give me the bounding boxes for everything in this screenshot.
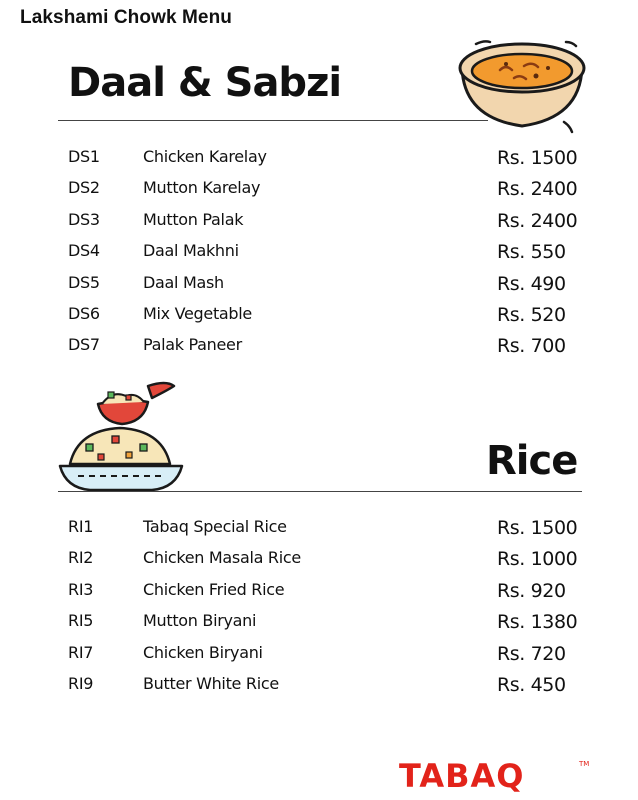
menu-item-row: [0, 304, 638, 335]
menu-item-row: [0, 147, 638, 178]
menu-item-row: [0, 611, 638, 642]
menu-item-row: [0, 335, 638, 366]
item-price: Rs. 2400: [497, 178, 578, 201]
item-price: Rs. 450: [497, 673, 566, 696]
item-name: Chicken Biryani: [143, 642, 263, 662]
menu-item-row: [0, 210, 638, 241]
item-code: RI3: [68, 579, 94, 599]
item-price: Rs. 550: [497, 241, 566, 264]
menu-item-row: [0, 674, 638, 705]
item-name: Chicken Karelay: [143, 147, 267, 166]
item-name: Mutton Biryani: [143, 611, 257, 631]
item-code: DS4: [68, 241, 100, 261]
item-code: RI9: [68, 673, 94, 693]
item-code: DS1: [68, 147, 100, 166]
item-price: Rs. 2400: [497, 209, 578, 232]
rice-divider: [58, 491, 582, 492]
item-name: Palak Paneer: [143, 335, 242, 355]
item-code: DS2: [68, 178, 100, 198]
page-title: Lakshami Chowk Menu: [20, 7, 232, 28]
daal-section-title: Daal & Sabzi: [68, 60, 342, 106]
item-name: Butter White Rice: [143, 673, 279, 693]
item-name: Daal Mash: [143, 272, 224, 292]
item-code: DS5: [68, 272, 100, 292]
menu-item-row: [0, 241, 638, 272]
curry-bowl-icon: [456, 38, 588, 134]
item-price: Rs. 520: [497, 303, 566, 326]
menu-item-row: [0, 273, 638, 304]
item-name: Daal Makhni: [143, 241, 239, 261]
rice-menu-list: [0, 517, 638, 705]
daal-divider: [58, 120, 488, 121]
item-price: Rs. 1000: [497, 548, 578, 571]
item-price: Rs. 700: [497, 335, 566, 358]
item-name: Mutton Palak: [143, 209, 244, 229]
item-name: Chicken Fried Rice: [143, 579, 285, 599]
item-name: Mix Vegetable: [143, 303, 252, 323]
daal-menu-list: [0, 147, 638, 367]
rice-section-title: Rice: [486, 438, 578, 484]
item-price: Rs. 490: [497, 272, 566, 295]
item-price: Rs. 1500: [497, 517, 578, 539]
item-price: Rs. 720: [497, 642, 566, 665]
item-price: Rs. 1380: [497, 611, 578, 634]
trademark-mark: TM: [579, 760, 590, 768]
brand-logo: TABAQ: [399, 757, 525, 795]
menu-item-row: [0, 580, 638, 611]
item-code: RI2: [68, 548, 94, 568]
rice-plate-icon: [56, 378, 186, 496]
menu-item-row: [0, 548, 638, 579]
menu-item-row: [0, 178, 638, 209]
item-price: Rs. 1500: [497, 147, 578, 169]
item-code: RI7: [68, 642, 94, 662]
item-code: DS7: [68, 335, 100, 355]
menu-item-row: [0, 643, 638, 674]
item-code: DS6: [68, 303, 100, 323]
item-code: RI5: [68, 611, 94, 631]
menu-item-row: [0, 517, 638, 548]
item-price: Rs. 920: [497, 579, 566, 602]
item-name: Chicken Masala Rice: [143, 548, 301, 568]
item-name: Tabaq Special Rice: [143, 517, 287, 536]
item-code: DS3: [68, 209, 100, 229]
item-name: Mutton Karelay: [143, 178, 261, 198]
item-code: RI1: [68, 517, 94, 536]
